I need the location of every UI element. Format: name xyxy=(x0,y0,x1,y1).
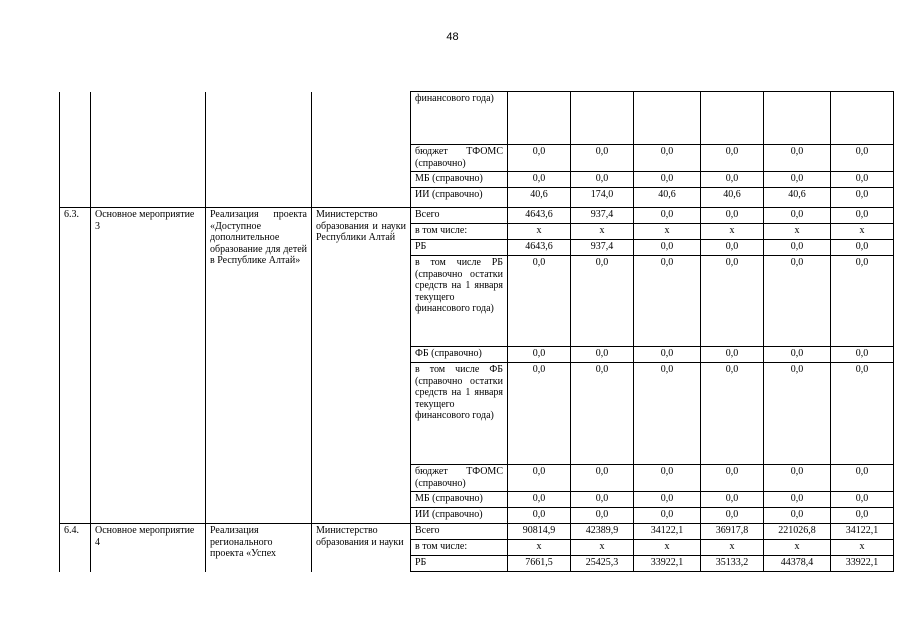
value-cell: 0,0 xyxy=(571,508,634,524)
executor-cell: Министерство образования и науки xyxy=(312,524,411,572)
table-body xyxy=(60,92,894,572)
value-cell: 40,6 xyxy=(634,188,701,208)
value-cell: 0,0 xyxy=(634,145,701,172)
value-cell: х xyxy=(764,540,831,556)
value-cell: 0,0 xyxy=(831,492,894,508)
source-cell: в том числе: xyxy=(411,224,508,240)
value-cell: 25425,3 xyxy=(571,556,634,572)
source-cell: в том числе РБ (справочно остатки средств на 1 января текущего финансового года) xyxy=(411,256,508,347)
value-cell: 4643,6 xyxy=(508,240,571,256)
value-cell: 0,0 xyxy=(701,363,764,465)
value-cell: 40,6 xyxy=(508,188,571,208)
value-cell: 221026,8 xyxy=(764,524,831,540)
value-cell: 0,0 xyxy=(634,363,701,465)
value-cell: 0,0 xyxy=(508,347,571,363)
value-cell xyxy=(831,92,894,145)
value-cell: 0,0 xyxy=(634,256,701,347)
value-cell xyxy=(634,92,701,145)
source-cell: в том числе: xyxy=(411,540,508,556)
value-cell: 0,0 xyxy=(831,363,894,465)
table-row xyxy=(60,92,894,145)
value-cell: 0,0 xyxy=(701,240,764,256)
value-cell: 937,4 xyxy=(571,240,634,256)
value-cell: 0,0 xyxy=(571,256,634,347)
source-cell: в том числе ФБ (справочно остатки средств на 1 января текущего финансового года) xyxy=(411,363,508,465)
value-cell: 0,0 xyxy=(701,492,764,508)
value-cell: 0,0 xyxy=(508,508,571,524)
value-cell: 0,0 xyxy=(831,508,894,524)
value-cell: 42389,9 xyxy=(571,524,634,540)
value-cell: 0,0 xyxy=(634,347,701,363)
value-cell: х xyxy=(508,224,571,240)
source-cell: ИИ (справочно) xyxy=(411,508,508,524)
value-cell: 0,0 xyxy=(571,465,634,492)
source-cell: ФБ (справочно) xyxy=(411,347,508,363)
source-cell: Всего xyxy=(411,524,508,540)
value-cell: х xyxy=(701,224,764,240)
source-cell: бюджет ТФОМС (справочно) xyxy=(411,465,508,492)
value-cell: х xyxy=(831,540,894,556)
value-cell xyxy=(508,92,571,145)
value-cell: 0,0 xyxy=(508,145,571,172)
value-cell: 90814,9 xyxy=(508,524,571,540)
value-cell xyxy=(701,92,764,145)
value-cell: х xyxy=(571,540,634,556)
value-cell: 4643,6 xyxy=(508,208,571,224)
value-cell: 0,0 xyxy=(764,347,831,363)
executor-cell: Министерство образования и науки Республики Алтай xyxy=(312,208,411,524)
value-cell: х xyxy=(831,224,894,240)
table-row xyxy=(60,208,894,224)
value-cell: 0,0 xyxy=(508,465,571,492)
source-cell: РБ xyxy=(411,556,508,572)
table-row xyxy=(60,524,894,540)
value-cell: 0,0 xyxy=(571,363,634,465)
value-cell: 0,0 xyxy=(764,465,831,492)
value-cell: 0,0 xyxy=(764,172,831,188)
value-cell: 0,0 xyxy=(701,465,764,492)
value-cell: 0,0 xyxy=(831,240,894,256)
value-cell: 0,0 xyxy=(508,172,571,188)
value-cell: 40,6 xyxy=(701,188,764,208)
value-cell: 0,0 xyxy=(831,145,894,172)
value-cell: 40,6 xyxy=(764,188,831,208)
value-cell: 0,0 xyxy=(571,172,634,188)
budget-table xyxy=(59,91,894,572)
value-cell: 0,0 xyxy=(831,208,894,224)
value-cell: 0,0 xyxy=(634,508,701,524)
value-cell: х xyxy=(634,540,701,556)
value-cell: 0,0 xyxy=(831,347,894,363)
source-cell: финансового года) xyxy=(411,92,508,145)
value-cell: 0,0 xyxy=(701,208,764,224)
value-cell: 0,0 xyxy=(701,172,764,188)
item-number-cell: 6.3. xyxy=(60,208,91,524)
value-cell: 937,4 xyxy=(571,208,634,224)
value-cell: 0,0 xyxy=(571,492,634,508)
source-cell: бюджет ТФОМС (справочно) xyxy=(411,145,508,172)
value-cell: 0,0 xyxy=(764,492,831,508)
value-cell: 0,0 xyxy=(764,508,831,524)
value-cell: 33922,1 xyxy=(634,556,701,572)
value-cell: 0,0 xyxy=(508,363,571,465)
value-cell: 33922,1 xyxy=(831,556,894,572)
event-description-cell: Реализация регионального проекта «Успех xyxy=(206,524,312,572)
value-cell: 0,0 xyxy=(831,256,894,347)
cont-exec-cell xyxy=(312,92,411,208)
value-cell: х xyxy=(764,224,831,240)
value-cell: 0,0 xyxy=(634,240,701,256)
source-cell: ИИ (справочно) xyxy=(411,188,508,208)
value-cell: 0,0 xyxy=(764,363,831,465)
value-cell: 0,0 xyxy=(701,256,764,347)
item-number-cell: 6.4. xyxy=(60,524,91,572)
value-cell: х xyxy=(571,224,634,240)
value-cell: 34122,1 xyxy=(831,524,894,540)
cont-name-cell xyxy=(91,92,206,208)
value-cell: 174,0 xyxy=(571,188,634,208)
source-cell: МБ (справочно) xyxy=(411,172,508,188)
value-cell: 36917,8 xyxy=(701,524,764,540)
value-cell xyxy=(571,92,634,145)
value-cell: х xyxy=(508,540,571,556)
value-cell: 7661,5 xyxy=(508,556,571,572)
value-cell: 0,0 xyxy=(508,256,571,347)
value-cell: 0,0 xyxy=(508,492,571,508)
value-cell: 0,0 xyxy=(701,145,764,172)
value-cell: 0,0 xyxy=(634,172,701,188)
value-cell: 0,0 xyxy=(831,172,894,188)
value-cell: 0,0 xyxy=(634,492,701,508)
value-cell: 0,0 xyxy=(634,465,701,492)
value-cell: х xyxy=(701,540,764,556)
value-cell: 0,0 xyxy=(764,145,831,172)
value-cell: х xyxy=(634,224,701,240)
value-cell: 0,0 xyxy=(571,347,634,363)
value-cell: 0,0 xyxy=(701,508,764,524)
cont-num-cell xyxy=(60,92,91,208)
value-cell: 0,0 xyxy=(764,208,831,224)
value-cell: 0,0 xyxy=(831,188,894,208)
page-number: 48 xyxy=(446,31,459,43)
event-description-cell: Реализация проекта «Доступное дополнительное образование для детей в Республике Алтай» xyxy=(206,208,312,524)
value-cell xyxy=(764,92,831,145)
value-cell: 0,0 xyxy=(701,347,764,363)
value-cell: 0,0 xyxy=(571,145,634,172)
event-name-cell: Основное мероприятие 3 xyxy=(91,208,206,524)
cont-desc-cell xyxy=(206,92,312,208)
value-cell: 0,0 xyxy=(764,256,831,347)
value-cell: 34122,1 xyxy=(634,524,701,540)
source-cell: Всего xyxy=(411,208,508,224)
source-cell: МБ (справочно) xyxy=(411,492,508,508)
value-cell: 0,0 xyxy=(831,465,894,492)
value-cell: 0,0 xyxy=(634,208,701,224)
value-cell: 44378,4 xyxy=(764,556,831,572)
source-cell: РБ xyxy=(411,240,508,256)
value-cell: 0,0 xyxy=(764,240,831,256)
value-cell: 35133,2 xyxy=(701,556,764,572)
event-name-cell: Основное мероприятие 4 xyxy=(91,524,206,572)
